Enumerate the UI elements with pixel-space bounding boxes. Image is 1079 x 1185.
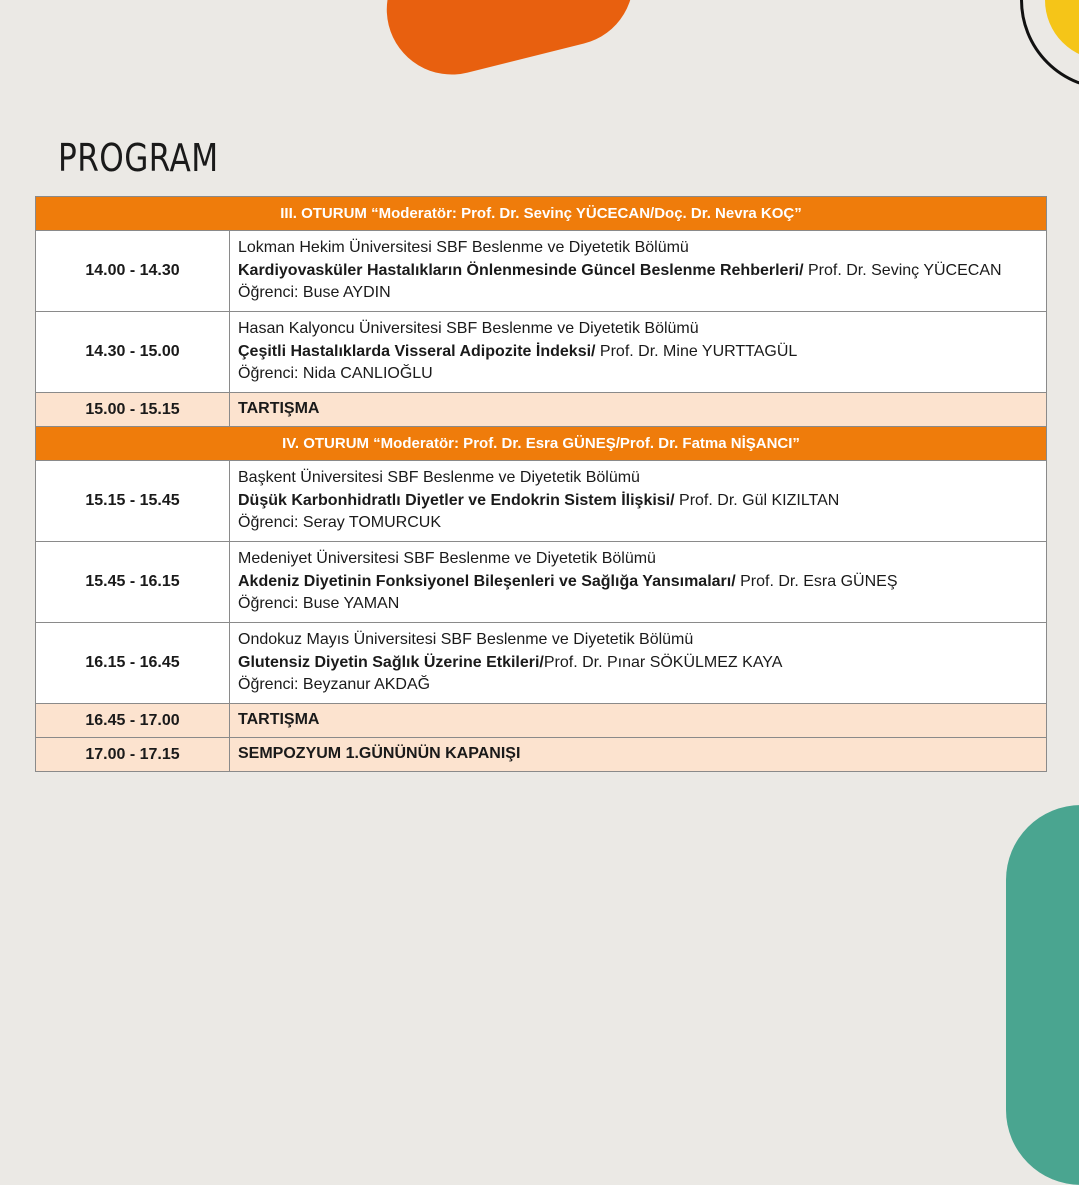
time-slot: 14.30 - 15.00 <box>36 312 230 393</box>
talk-title: Düşük Karbonhidratlı Diyetler ve Endokrin Sistem İlişkisi/ <box>238 491 675 509</box>
session-header-row <box>36 427 1047 461</box>
talk-title-line <box>238 652 1046 675</box>
student: Öğrenci: Buse AYDIN <box>238 284 391 302</box>
page-title: PROGRAM <box>58 136 219 180</box>
speaker: Prof. Dr. Gül KIZILTAN <box>674 491 840 509</box>
talk-details <box>230 231 1047 312</box>
time-slot: 17.00 - 17.15 <box>36 738 230 772</box>
break-row <box>36 704 1047 738</box>
institution: Hasan Kalyoncu Üniversitesi SBF Beslenme ve Diyetetik Bölümü <box>238 320 699 338</box>
speaker: Prof. Dr. Esra GÜNEŞ <box>735 572 898 590</box>
student: Öğrenci: Seray TOMURCUK <box>238 514 442 532</box>
time-slot: 16.15 - 16.45 <box>36 623 230 704</box>
black-ring-decoration <box>1020 0 1079 90</box>
talk-title-line <box>238 571 1046 594</box>
talk-details <box>230 312 1047 393</box>
speaker: Prof. Dr. Mine YURTTAGÜL <box>595 342 798 360</box>
session-header: IV. OTURUM “Moderatör: Prof. Dr. Esra GÜNEŞ/Prof. Dr. Fatma NİŞANCI” <box>36 427 1047 461</box>
talk-title-line <box>238 260 1046 283</box>
talk-details <box>230 623 1047 704</box>
speaker: Prof. Dr. Pınar SÖKÜLMEZ KAYA <box>543 653 783 671</box>
time-slot: 15.15 - 15.45 <box>36 461 230 542</box>
break-label: TARTIŞMA <box>230 704 1047 738</box>
session-header: III. OTURUM “Moderatör: Prof. Dr. Sevinç YÜCECAN/Doç. Dr. Nevra KOÇ” <box>36 197 1047 231</box>
talk-title: Glutensiz Diyetin Sağlık Üzerine Etkileri/ <box>238 653 544 671</box>
table-row <box>36 623 1047 704</box>
institution: Medeniyet Üniversitesi SBF Beslenme ve Diyetetik Bölümü <box>238 550 656 568</box>
table-row <box>36 312 1047 393</box>
talk-title: Çeşitli Hastalıklarda Visseral Adipozite İndeksi/ <box>238 342 596 360</box>
break-row <box>36 738 1047 772</box>
session-header-row <box>36 197 1047 231</box>
time-slot: 15.45 - 16.15 <box>36 542 230 623</box>
time-slot: 16.45 - 17.00 <box>36 704 230 738</box>
table-row <box>36 461 1047 542</box>
institution: Başkent Üniversitesi SBF Beslenme ve Diyetetik Bölümü <box>238 469 640 487</box>
student: Öğrenci: Nida CANLIOĞLU <box>238 365 433 383</box>
program-table <box>35 196 1047 772</box>
student: Öğrenci: Beyzanur AKDAĞ <box>238 676 431 694</box>
green-pill-decoration <box>1006 805 1079 1185</box>
institution: Ondokuz Mayıs Üniversitesi SBF Beslenme ve Diyetetik Bölümü <box>238 631 694 649</box>
break-label: SEMPOZYUM 1.GÜNÜNÜN KAPANIŞI <box>230 738 1047 772</box>
talk-title: Kardiyovasküler Hastalıkların Önlenmesinde Güncel Beslenme Rehberleri/ <box>238 261 804 279</box>
talk-details <box>230 542 1047 623</box>
break-row <box>36 393 1047 427</box>
talk-title: Akdeniz Diyetinin Fonksiyonel Bileşenleri ve Sağlığa Yansımaları/ <box>238 572 736 590</box>
institution: Lokman Hekim Üniversitesi SBF Beslenme ve Diyetetik Bölümü <box>238 239 689 257</box>
talk-details <box>230 461 1047 542</box>
talk-title-line <box>238 341 1046 364</box>
table-row <box>36 231 1047 312</box>
time-slot: 14.00 - 14.30 <box>36 231 230 312</box>
table-row <box>36 542 1047 623</box>
orange-blob-decoration <box>373 0 647 88</box>
time-slot: 15.00 - 15.15 <box>36 393 230 427</box>
speaker: Prof. Dr. Sevinç YÜCECAN <box>803 261 1002 279</box>
talk-title-line <box>238 490 1046 513</box>
break-label: TARTIŞMA <box>230 393 1047 427</box>
student: Öğrenci: Buse YAMAN <box>238 595 400 613</box>
